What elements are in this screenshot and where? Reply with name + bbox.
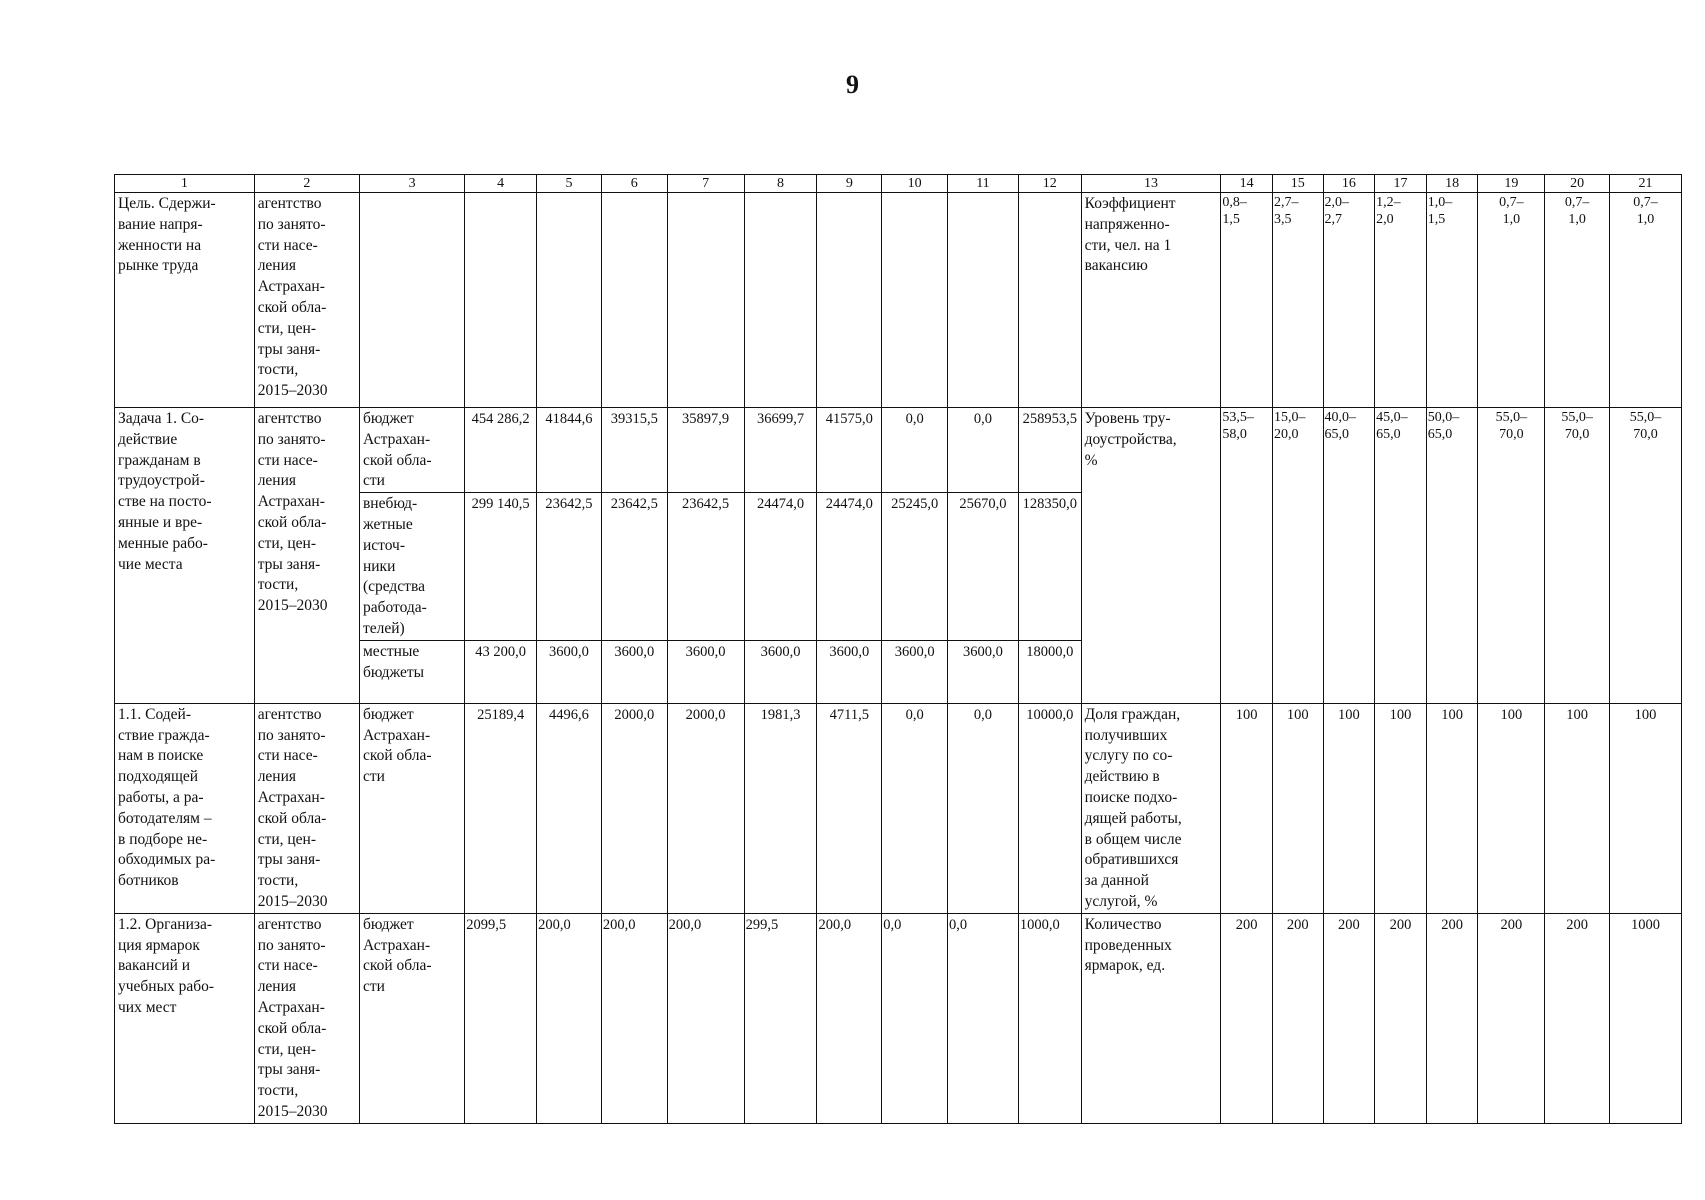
funding-value: 200,0 (667, 913, 744, 1123)
funding-source: бюджет Астрахан- ской обла- сти (359, 913, 464, 1123)
measure-1-2-target: 200 (1272, 913, 1323, 1123)
funding-value: 25189,4 (465, 703, 537, 913)
funding-value: 454 286,2 (465, 408, 537, 493)
measure-1-2-target: 200 (1478, 913, 1545, 1123)
funding-value: 299 140,5 (465, 493, 537, 641)
column-number: 15 (1272, 175, 1323, 193)
funding-value: 2000,0 (667, 703, 744, 913)
measure-1-1-target: 100 (1426, 703, 1478, 913)
funding-value: 2099,5 (465, 913, 537, 1123)
column-number: 2 (254, 175, 359, 193)
task1-target: 55,0– 70,0 (1545, 408, 1610, 704)
measure-1-2-target: 1000 (1610, 913, 1682, 1123)
funding-value: 2000,0 (601, 703, 667, 913)
funding-value: 43 200,0 (465, 640, 537, 703)
funding-value: 0,0 (948, 703, 1019, 913)
goal-target: 2,0– 2,7 (1323, 193, 1375, 408)
task1-target: 15,0– 20,0 (1272, 408, 1323, 704)
measure-1-1-indicator: Доля граждан, получивших услугу по со- действию в поиске подхо- дящей работы, в общем числе обратившихся за данной услугой, % (1081, 703, 1221, 913)
goal-indicator: Коэффициент напряженно- сти, чел. на 1 вакансию (1081, 193, 1221, 408)
column-number: 3 (359, 175, 464, 193)
funding-value: 24474,0 (817, 493, 882, 641)
measure-1-2-row (115, 913, 1682, 1123)
funding-value: 24474,0 (744, 493, 817, 641)
funding-source: бюджет Астрахан- ской обла- сти (359, 408, 464, 493)
measure-1-1-target: 100 (1323, 703, 1375, 913)
funding-value: 18000,0 (1018, 640, 1081, 703)
column-number: 7 (667, 175, 744, 193)
task1-target: 53,5– 58,0 (1221, 408, 1273, 704)
funding-value: 3600,0 (817, 640, 882, 703)
measure-1-1-target: 100 (1221, 703, 1273, 913)
task1-executor: агентство по занято- сти насе- ления Астрахан- ской обла- сти, цен- тры заня- тости, 2015–2030 (254, 408, 359, 704)
task1-target: 40,0– 65,0 (1323, 408, 1375, 704)
funding-value: 299,5 (744, 913, 817, 1123)
funding-value: 200,0 (817, 913, 882, 1123)
goal-executor: агентство по занято- сти насе- ления Астрахан- ской обла- сти, цен- тры заня- тости, 2015–2030 (254, 193, 359, 408)
measure-1-1-title: 1.1. Содей- ствие гражда- нам в поиске подходящей работы, а ра- ботодателям – в подборе не- обходимых ра- ботников (115, 703, 255, 913)
funding-value: 3600,0 (537, 640, 602, 703)
empty-cell (882, 193, 948, 408)
empty-cell (948, 193, 1019, 408)
empty-cell (744, 193, 817, 408)
empty-cell (817, 193, 882, 408)
funding-value: 0,0 (882, 913, 948, 1123)
task1-target: 55,0– 70,0 (1610, 408, 1682, 704)
funding-value: 10000,0 (1018, 703, 1081, 913)
goal-target: 1,0– 1,5 (1426, 193, 1478, 408)
funding-value: 4496,6 (537, 703, 602, 913)
column-number: 9 (817, 175, 882, 193)
column-number: 17 (1375, 175, 1427, 193)
funding-value: 41575,0 (817, 408, 882, 493)
funding-value: 39315,5 (601, 408, 667, 493)
column-number: 8 (744, 175, 817, 193)
measure-1-2-target: 200 (1375, 913, 1427, 1123)
column-number: 4 (465, 175, 537, 193)
funding-value: 25245,0 (882, 493, 948, 641)
funding-value: 0,0 (882, 408, 948, 493)
task1-indicator: Уровень тру- доустройства, % (1081, 408, 1221, 704)
measure-1-1-target: 100 (1375, 703, 1427, 913)
funding-value: 3600,0 (601, 640, 667, 703)
funding-value: 1981,3 (744, 703, 817, 913)
funding-source: бюджет Астрахан- ской обла- сти (359, 703, 464, 913)
column-number: 19 (1478, 175, 1545, 193)
goal-target: 2,7– 3,5 (1272, 193, 1323, 408)
funding-value: 3600,0 (882, 640, 948, 703)
column-number: 14 (1221, 175, 1273, 193)
funding-value: 258953,5 (1018, 408, 1081, 493)
funding-value: 1000,0 (1018, 913, 1081, 1123)
column-number: 13 (1081, 175, 1221, 193)
column-number: 6 (601, 175, 667, 193)
column-number: 12 (1018, 175, 1081, 193)
funding-value: 3600,0 (948, 640, 1019, 703)
task1-source-row (115, 408, 1682, 493)
measure-1-2-target: 200 (1221, 913, 1273, 1123)
measure-1-1-target: 100 (1478, 703, 1545, 913)
empty-cell (537, 193, 602, 408)
funding-value: 3600,0 (667, 640, 744, 703)
funding-value: 23642,5 (537, 493, 602, 641)
column-number: 5 (537, 175, 602, 193)
funding-value: 128350,0 (1018, 493, 1081, 641)
goal-title: Цель. Сдержи- вание напря- женности на рынке труда (115, 193, 255, 408)
task1-title: Задача 1. Со- действие гражданам в трудоустрой- стве на посто- янные и вре- менные рабо- чие места (115, 408, 255, 704)
column-number: 1 (115, 175, 255, 193)
measure-1-1-row (115, 703, 1682, 913)
goal-target: 0,7– 1,0 (1610, 193, 1682, 408)
empty-cell (1018, 193, 1081, 408)
goal-target: 1,2– 2,0 (1375, 193, 1427, 408)
program-table (114, 174, 1682, 1124)
measure-1-2-target: 200 (1545, 913, 1610, 1123)
measure-1-1-target: 100 (1545, 703, 1610, 913)
goal-target: 0,7– 1,0 (1478, 193, 1545, 408)
goal-target: 0,7– 1,0 (1545, 193, 1610, 408)
column-number: 20 (1545, 175, 1610, 193)
empty-cell (465, 193, 537, 408)
measure-1-2-target: 200 (1426, 913, 1478, 1123)
funding-value: 200,0 (601, 913, 667, 1123)
goal-row (115, 193, 1682, 408)
funding-source: внебюд- жетные источ- ники (средства работода- телей) (359, 493, 464, 641)
column-number: 16 (1323, 175, 1375, 193)
funding-value: 23642,5 (667, 493, 744, 641)
funding-value: 0,0 (882, 703, 948, 913)
funding-value: 200,0 (537, 913, 602, 1123)
measure-1-2-target: 200 (1323, 913, 1375, 1123)
funding-value: 25670,0 (948, 493, 1019, 641)
column-number: 10 (882, 175, 948, 193)
column-number: 11 (948, 175, 1019, 193)
funding-value: 0,0 (948, 913, 1019, 1123)
funding-value: 3600,0 (744, 640, 817, 703)
empty-cell (601, 193, 667, 408)
task1-target: 45,0– 65,0 (1375, 408, 1427, 704)
funding-source: местные бюджеты (359, 640, 464, 703)
funding-value: 36699,7 (744, 408, 817, 493)
funding-value: 23642,5 (601, 493, 667, 641)
task1-target: 55,0– 70,0 (1478, 408, 1545, 704)
funding-value: 4711,5 (817, 703, 882, 913)
measure-1-2-title: 1.2. Организа- ция ярмарок вакансий и учебных рабо- чих мест (115, 913, 255, 1123)
measure-1-2-executor: агентство по занято- сти насе- ления Астрахан- ской обла- сти, цен- тры заня- тости, 2015–2030 (254, 913, 359, 1123)
page-number: 9 (846, 70, 859, 99)
column-number: 18 (1426, 175, 1478, 193)
measure-1-1-executor: агентство по занято- сти насе- ления Астрахан- ской обла- сти, цен- тры заня- тости, 2015–2030 (254, 703, 359, 913)
column-number-row (115, 175, 1682, 193)
empty-cell (359, 193, 464, 408)
measure-1-2-indicator: Количество проведенных ярмарок, ед. (1081, 913, 1221, 1123)
funding-value: 35897,9 (667, 408, 744, 493)
funding-value: 0,0 (948, 408, 1019, 493)
measure-1-1-target: 100 (1272, 703, 1323, 913)
goal-target: 0,8– 1,5 (1221, 193, 1273, 408)
task1-target: 50,0– 65,0 (1426, 408, 1478, 704)
measure-1-1-target: 100 (1610, 703, 1682, 913)
funding-value: 41844,6 (537, 408, 602, 493)
empty-cell (667, 193, 744, 408)
column-number: 21 (1610, 175, 1682, 193)
